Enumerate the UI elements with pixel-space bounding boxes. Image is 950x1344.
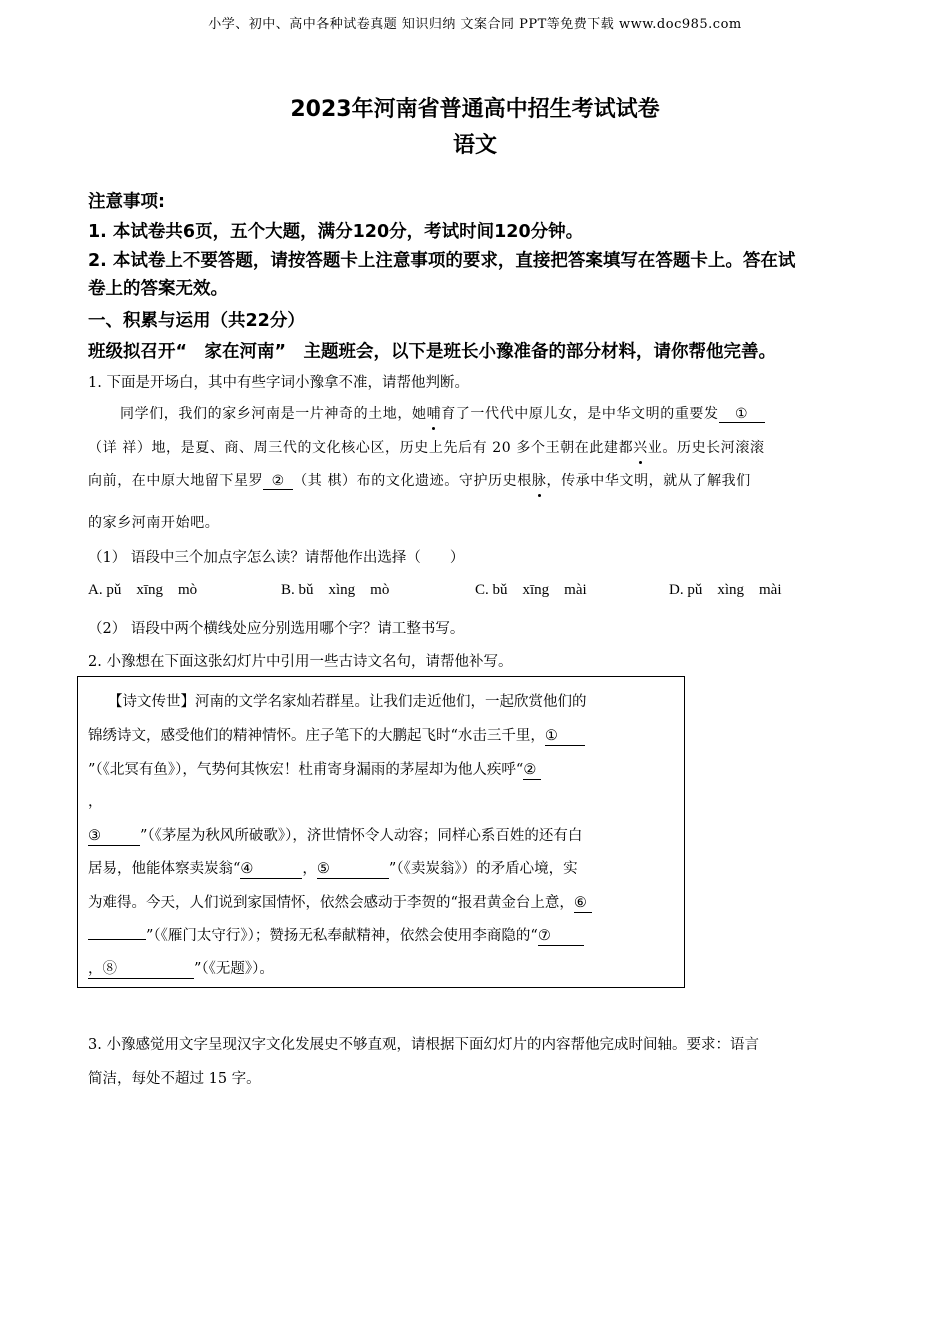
dotted-char-1: 哺: [426, 406, 442, 422]
slide-text: ”（《北冥有鱼》），气势何其恢宏！杜甫寄身漏雨的茅屋却为他人疾呼“: [88, 762, 524, 778]
section-1-heading: 一、积累与运用（共22分）: [88, 311, 305, 331]
passage-text: （详 祥）地，是夏、商、周三代的文化核心区，历史上先后有 20 多个王朝在此建都: [88, 440, 634, 456]
poem-blank-6: ⑥: [574, 896, 592, 913]
passage-text: 向前，在中原大地留下星罗: [88, 473, 264, 489]
slide-text: ，: [302, 861, 317, 877]
blank-2: ②: [263, 474, 293, 490]
passage-text: （其 棋）布的文化遗迹。守护历史根: [293, 473, 532, 489]
page-subtitle: 语文: [452, 133, 497, 158]
option-c: C. bǔ xīng mài: [475, 582, 587, 598]
slide-line-3: [88, 758, 541, 780]
slide-text: ”（《卖炭翁》）的矛盾心境，实: [388, 861, 578, 877]
slide-line-2: [88, 724, 585, 746]
slide-line-6: [88, 891, 592, 913]
option-d: D. pǔ xìng mài: [669, 582, 782, 598]
q1-passage-line-2: [88, 437, 765, 457]
notice-item-1: 1. 本试卷共6页，五个大题，满分120分，考试时间120分钟。: [88, 222, 584, 242]
slide-line-8: [88, 957, 274, 979]
q1-passage-line-1: [120, 403, 765, 423]
q1-passage-line-3: [88, 470, 751, 490]
passage-text: 同学们，我们的家乡河南是一片神奇的土地，她: [120, 406, 427, 422]
q1-stem: 1. 下面是开场白，其中有些字词小豫拿不准，请帮他判断。: [88, 375, 469, 391]
slide-text: 居易，他能体察卖炭翁“: [88, 861, 241, 877]
slide-line-1: 【诗文传世】河南的文学名家灿若群星。让我们走近他们，一起欣赏他们的: [108, 694, 587, 710]
dotted-char-3: 脉: [531, 473, 547, 489]
passage-text: ，传承中华文明，就从了解我们: [546, 473, 751, 489]
poem-blank-6-cont: [88, 939, 146, 940]
poem-blank-8: [88, 962, 194, 979]
page-header: 小学、初中、高中各种试卷真题 知识归纳 文案合同 PPT等免费下载 www.doc985.com: [208, 17, 742, 32]
option-a: A. pǔ xīng mò: [88, 582, 198, 598]
section-1-intro: 班级拟召开“ 家在河南” 主题班会，以下是班长小豫准备的部分材料，请你帮他完善。: [88, 342, 776, 362]
slide-text: ，: [88, 961, 103, 977]
notice-item-2-line-1: 2. 本试卷上不要答题，请按答题卡上注意事项的要求，直接把答案填写在答题卡上。答在试: [88, 251, 796, 271]
slide-text: ⑧: [102, 961, 117, 977]
poem-blank-3: ③: [88, 829, 140, 846]
notice-item-2-line-2: 卷上的答案无效。: [88, 279, 228, 299]
slide-line-7: [88, 924, 584, 946]
poem-blank-2: ②: [523, 763, 541, 780]
blank-1: ①: [719, 407, 765, 423]
slide-text: ”（《无题》）。: [194, 961, 274, 977]
slide-text: 锦绣诗文，感受他们的精神情怀。庄子笔下的大鹏起飞时“水击三千里，: [88, 728, 545, 744]
slide-comma: ，: [88, 794, 103, 810]
passage-text: 业。历史长河滚滚: [647, 440, 765, 456]
q3-line-2: 简洁，每处不超过 15 字。: [88, 1071, 261, 1087]
notice-heading: 注意事项:: [88, 192, 165, 212]
slide-line-4: [88, 824, 582, 846]
q3-line-1: 3. 小豫感觉用文字呈现汉字文化发展史不够直观，请根据下面幻灯片的内容帮他完成时间轴。要求：语言: [88, 1037, 759, 1053]
slide-text: 为难得。今天，人们说到家国情怀，依然会感动于李贺的“报君黄金台上意，: [88, 895, 574, 911]
option-b: B. bǔ xìng mò: [281, 582, 390, 598]
slide-line-5: [88, 857, 578, 879]
slide-text: ”（《茅屋为秋风所破歌》），济世情怀令人动容；同样心系百姓的还有白: [140, 828, 583, 844]
poem-blank-1: ①: [545, 729, 585, 746]
poem-blank-7: ⑦: [538, 929, 584, 946]
q2-stem: 2. 小豫想在下面这张幻灯片中引用一些古诗文名句，请帮他补写。: [88, 654, 513, 670]
poem-blank-4: ④: [240, 862, 302, 879]
q1-sub-question-2: （2） 语段中两个横线处应分别选用哪个字？请工整书写。: [88, 621, 465, 637]
poem-blank-5: ⑤: [317, 862, 389, 879]
q1-passage-line-4: 的家乡河南开始吧。: [88, 515, 220, 531]
slide-text: ”（《雁门太守行》）；赞扬无私奉献精神，依然会使用李商隐的“: [146, 928, 538, 944]
q1-sub-question-1: （1） 语段中三个加点字怎么读？请帮他作出选择（ ）: [88, 550, 465, 566]
page-title: 2023年河南省普通高中招生考试试卷: [290, 97, 660, 122]
dotted-char-2: 兴: [633, 440, 648, 456]
passage-text: 育了一代代中原儿女，是中华文明的重要发: [441, 406, 719, 422]
